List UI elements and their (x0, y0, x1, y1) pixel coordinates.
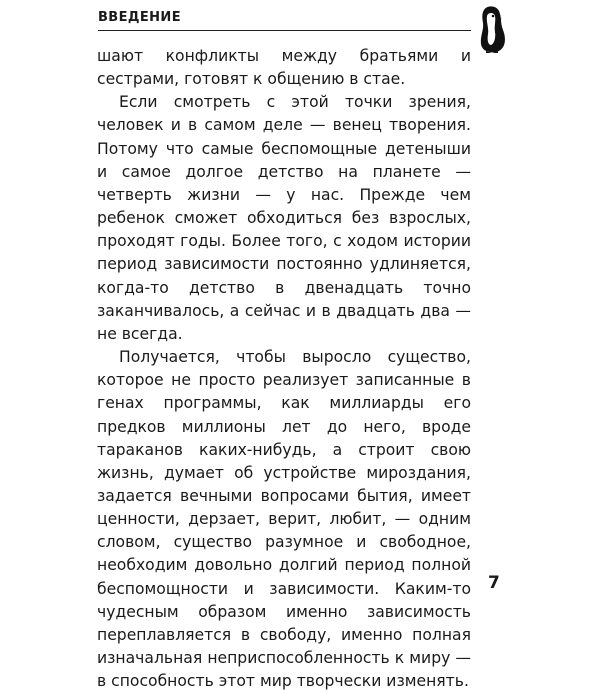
header-rule (98, 30, 471, 31)
paragraph: Получается, чтобы выросло существо, которое не просто реализует записанные в генах программы, как миллиарды его предков миллионы лет до него, вроде тараканов каких-нибудь, а строит свою жизнь, думает об устройстве мироздания, задается вечными вопросами бытия, имеет ценности, дерзает, верит, любит, — одним словом, существо разумное и свободное, необходим довольно долгий период полной беспомощности и зависимости. Каким-то чудесным образом именно зависимость переплавляется в свободу, именно полная изначальная неприспособленность к миру — в способность этот мир творчески изменять. (97, 348, 471, 691)
paragraph-continued: шают конфликты между братьями и сестрами, готовят к общению в стае. (97, 47, 471, 89)
running-head: ВВЕДЕНИЕ (98, 10, 181, 25)
paragraph: Если смотреть с этой точки зрения, человек и в самом деле — венец творения. Потому что самые беспомощные детеныши и самое долгое детство на планете — четверть жизни — у нас. Прежде чем ребенок сможет обходиться без взрослых, проходят годы. Более того, с ходом истории период зависимости постоянно удлиняется, когда-то детство в двенадцать точно заканчивалось, а сейчас и в двадцать два — не всегда. (97, 93, 471, 343)
body-text (97, 45, 471, 693)
penguin-icon (474, 4, 508, 54)
page-number: 7 (488, 573, 500, 593)
